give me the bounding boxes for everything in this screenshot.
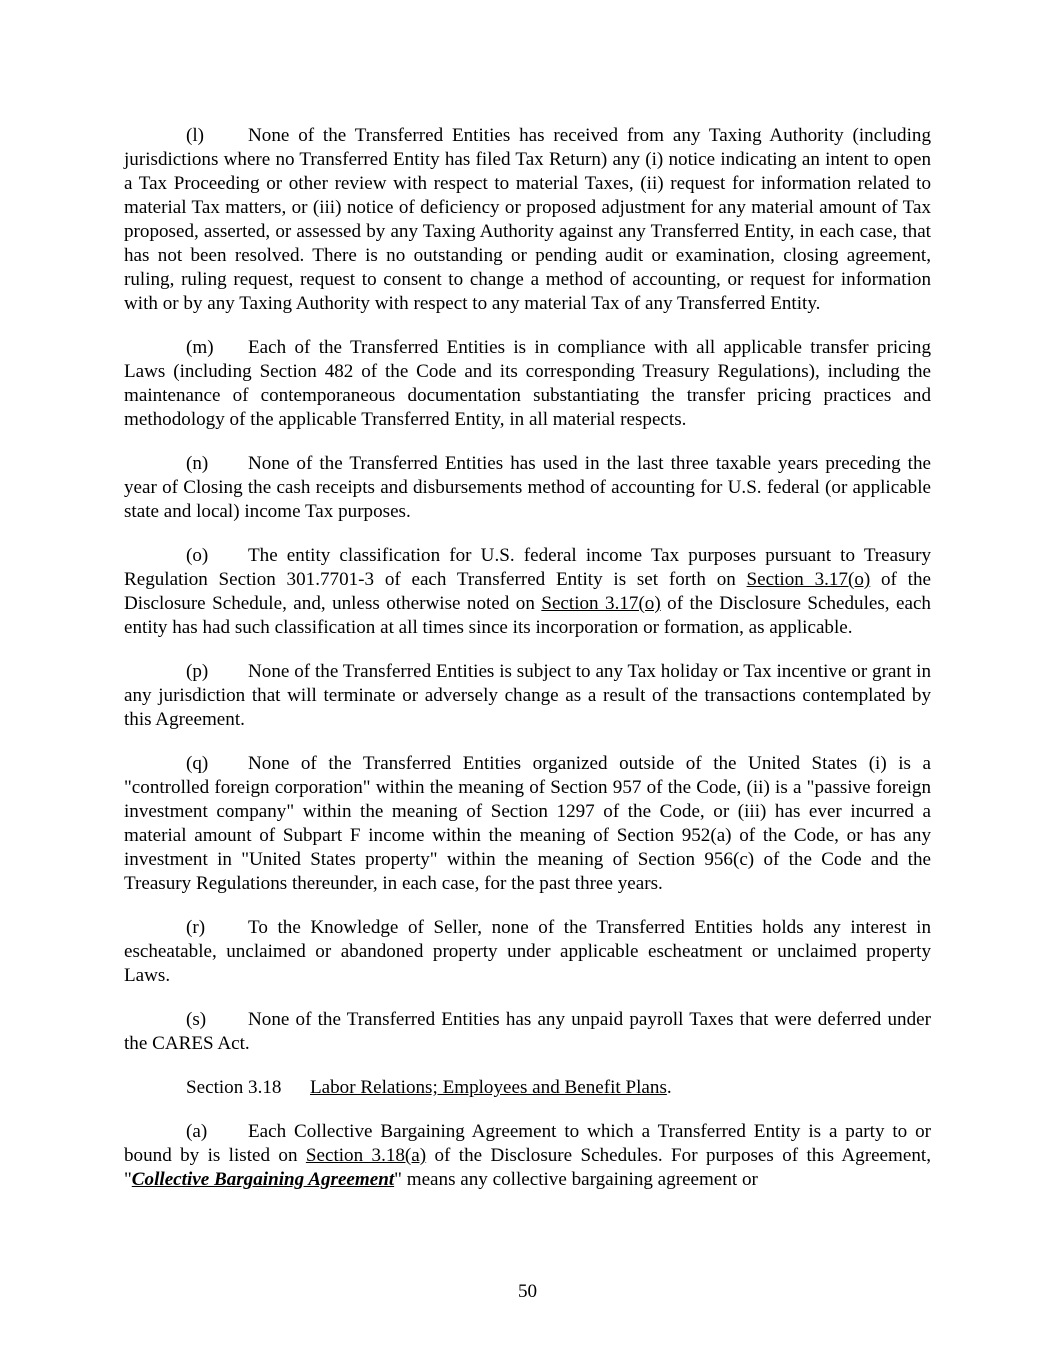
paragraph-text: None of the Transferred Entities has any unpaid payroll Taxes that were deferred under the CARES Act. xyxy=(124,1009,931,1054)
paragraph-text: The entity classification for U.S. federal income Tax purposes pursuant to Treasury Regulation Section 301.7701-3 of each Transferred Entity is set forth on xyxy=(124,545,931,590)
paragraph-q xyxy=(124,752,931,896)
paragraph-m xyxy=(124,336,931,432)
paragraph-s xyxy=(124,1008,931,1056)
paragraph-number: (l) xyxy=(186,125,205,146)
paragraph-text: None of the Transferred Entities is subject to any Tax holiday or Tax incentive or grant in any jurisdiction that will terminate or adversely change as a result of the transactions contemplated by this Agreement. xyxy=(124,661,931,730)
paragraph-p xyxy=(124,660,931,732)
paragraph-n xyxy=(124,452,931,524)
paragraph-text: None of the Transferred Entities has used in the last three taxable years preceding the year of Closing the cash receipts and disbursements method of accounting for U.S. federal (or applicable state and local) income Tax purposes. xyxy=(124,453,931,522)
paragraph-text: of the Disclosure Schedules. For purposes of this Agreement, " xyxy=(124,1145,931,1190)
paragraph-r xyxy=(124,916,931,988)
paragraph-text: None of the Transferred Entities organized outside of the United States (i) is a "controlled foreign corporation" within the meaning of Section 957 of the Code, (ii) is a "passive foreign investment company" within the meaning of Section 1297 of the Code, or (iii) has ever incurred a material amount of Subpart F income within the meaning of Section 952(a) of the Code, or has any investment in "United States property" within the meaning of Section 956(c) of the Code and the Treasury Regulations thereunder, in each case, for the past three years. xyxy=(124,753,931,894)
paragraph-text: of the Disclosure Schedules, each entity has had such classification at all times since its incorporation or formation, as applicable. xyxy=(124,593,931,638)
section-reference-link: Section 3.17(o) xyxy=(541,593,661,614)
paragraph-l xyxy=(124,124,931,316)
paragraph-number: (q) xyxy=(186,753,209,774)
section-reference-link: Section 3.18(a) xyxy=(305,1145,427,1166)
paragraph-number: (r) xyxy=(186,917,206,938)
section-heading xyxy=(124,1076,931,1100)
defined-term: Collective Bargaining Agreement xyxy=(131,1169,395,1190)
paragraph-text: of the Disclosure Schedule, and, unless otherwise noted on xyxy=(124,569,931,614)
paragraph-a xyxy=(124,1120,931,1192)
paragraph-text: Each Collective Bargaining Agreement to which a Transferred Entity is a party to or bound by is listed on xyxy=(124,1121,931,1166)
section-title: Labor Relations; Employees and Benefit Plans xyxy=(310,1077,667,1098)
paragraph-number: (n) xyxy=(186,453,209,474)
paragraph-number: (a) xyxy=(186,1121,208,1142)
paragraph-number: (p) xyxy=(186,661,209,682)
page-number: 50 xyxy=(517,1281,538,1302)
paragraph-o xyxy=(124,544,931,640)
section-reference-link: Section 3.17(o) xyxy=(746,569,871,590)
paragraph-text: None of the Transferred Entities has received from any Taxing Authority (including jurisdictions where no Transferred Entity has filed Tax Return) any (i) notice indicating an intent to open a Tax Proceeding or other review with respect to material Taxes, (ii) request for information related to material Tax matters, or (iii) notice of deficiency or proposed adjustment for any material amount of Tax proposed, asserted, or assessed by any Taxing Authority against any Transferred Entity, in each case, that has not been resolved. There is no outstanding or pending audit or examination, closing agreement, ruling, ruling request, request to consent to change a method of accounting, or request for information with or by any Taxing Authority with respect to any material Tax of any Transferred Entity. xyxy=(124,125,931,314)
paragraph-number: (m) xyxy=(186,337,214,358)
paragraph-text: " means any collective bargaining agreement or xyxy=(394,1169,758,1190)
section-number: Section 3.18 xyxy=(186,1077,282,1098)
paragraph-text: To the Knowledge of Seller, none of the Transferred Entities holds any interest in escheatable, unclaimed or abandoned property under applicable escheatment or unclaimed property Laws. xyxy=(124,917,931,986)
page-body xyxy=(124,124,931,1212)
paragraph-text: Each of the Transferred Entities is in compliance with all applicable transfer pricing Laws (including Section 482 of the Code and its corresponding Treasury Regulations), including the maintenance of contemporaneous documentation substantiating the transfer pricing practices and methodology of the applicable Transferred Entity, in all material respects. xyxy=(124,337,931,430)
section-title-period: . xyxy=(666,1077,672,1098)
paragraph-number: (o) xyxy=(186,545,209,566)
paragraph-number: (s) xyxy=(186,1009,207,1030)
